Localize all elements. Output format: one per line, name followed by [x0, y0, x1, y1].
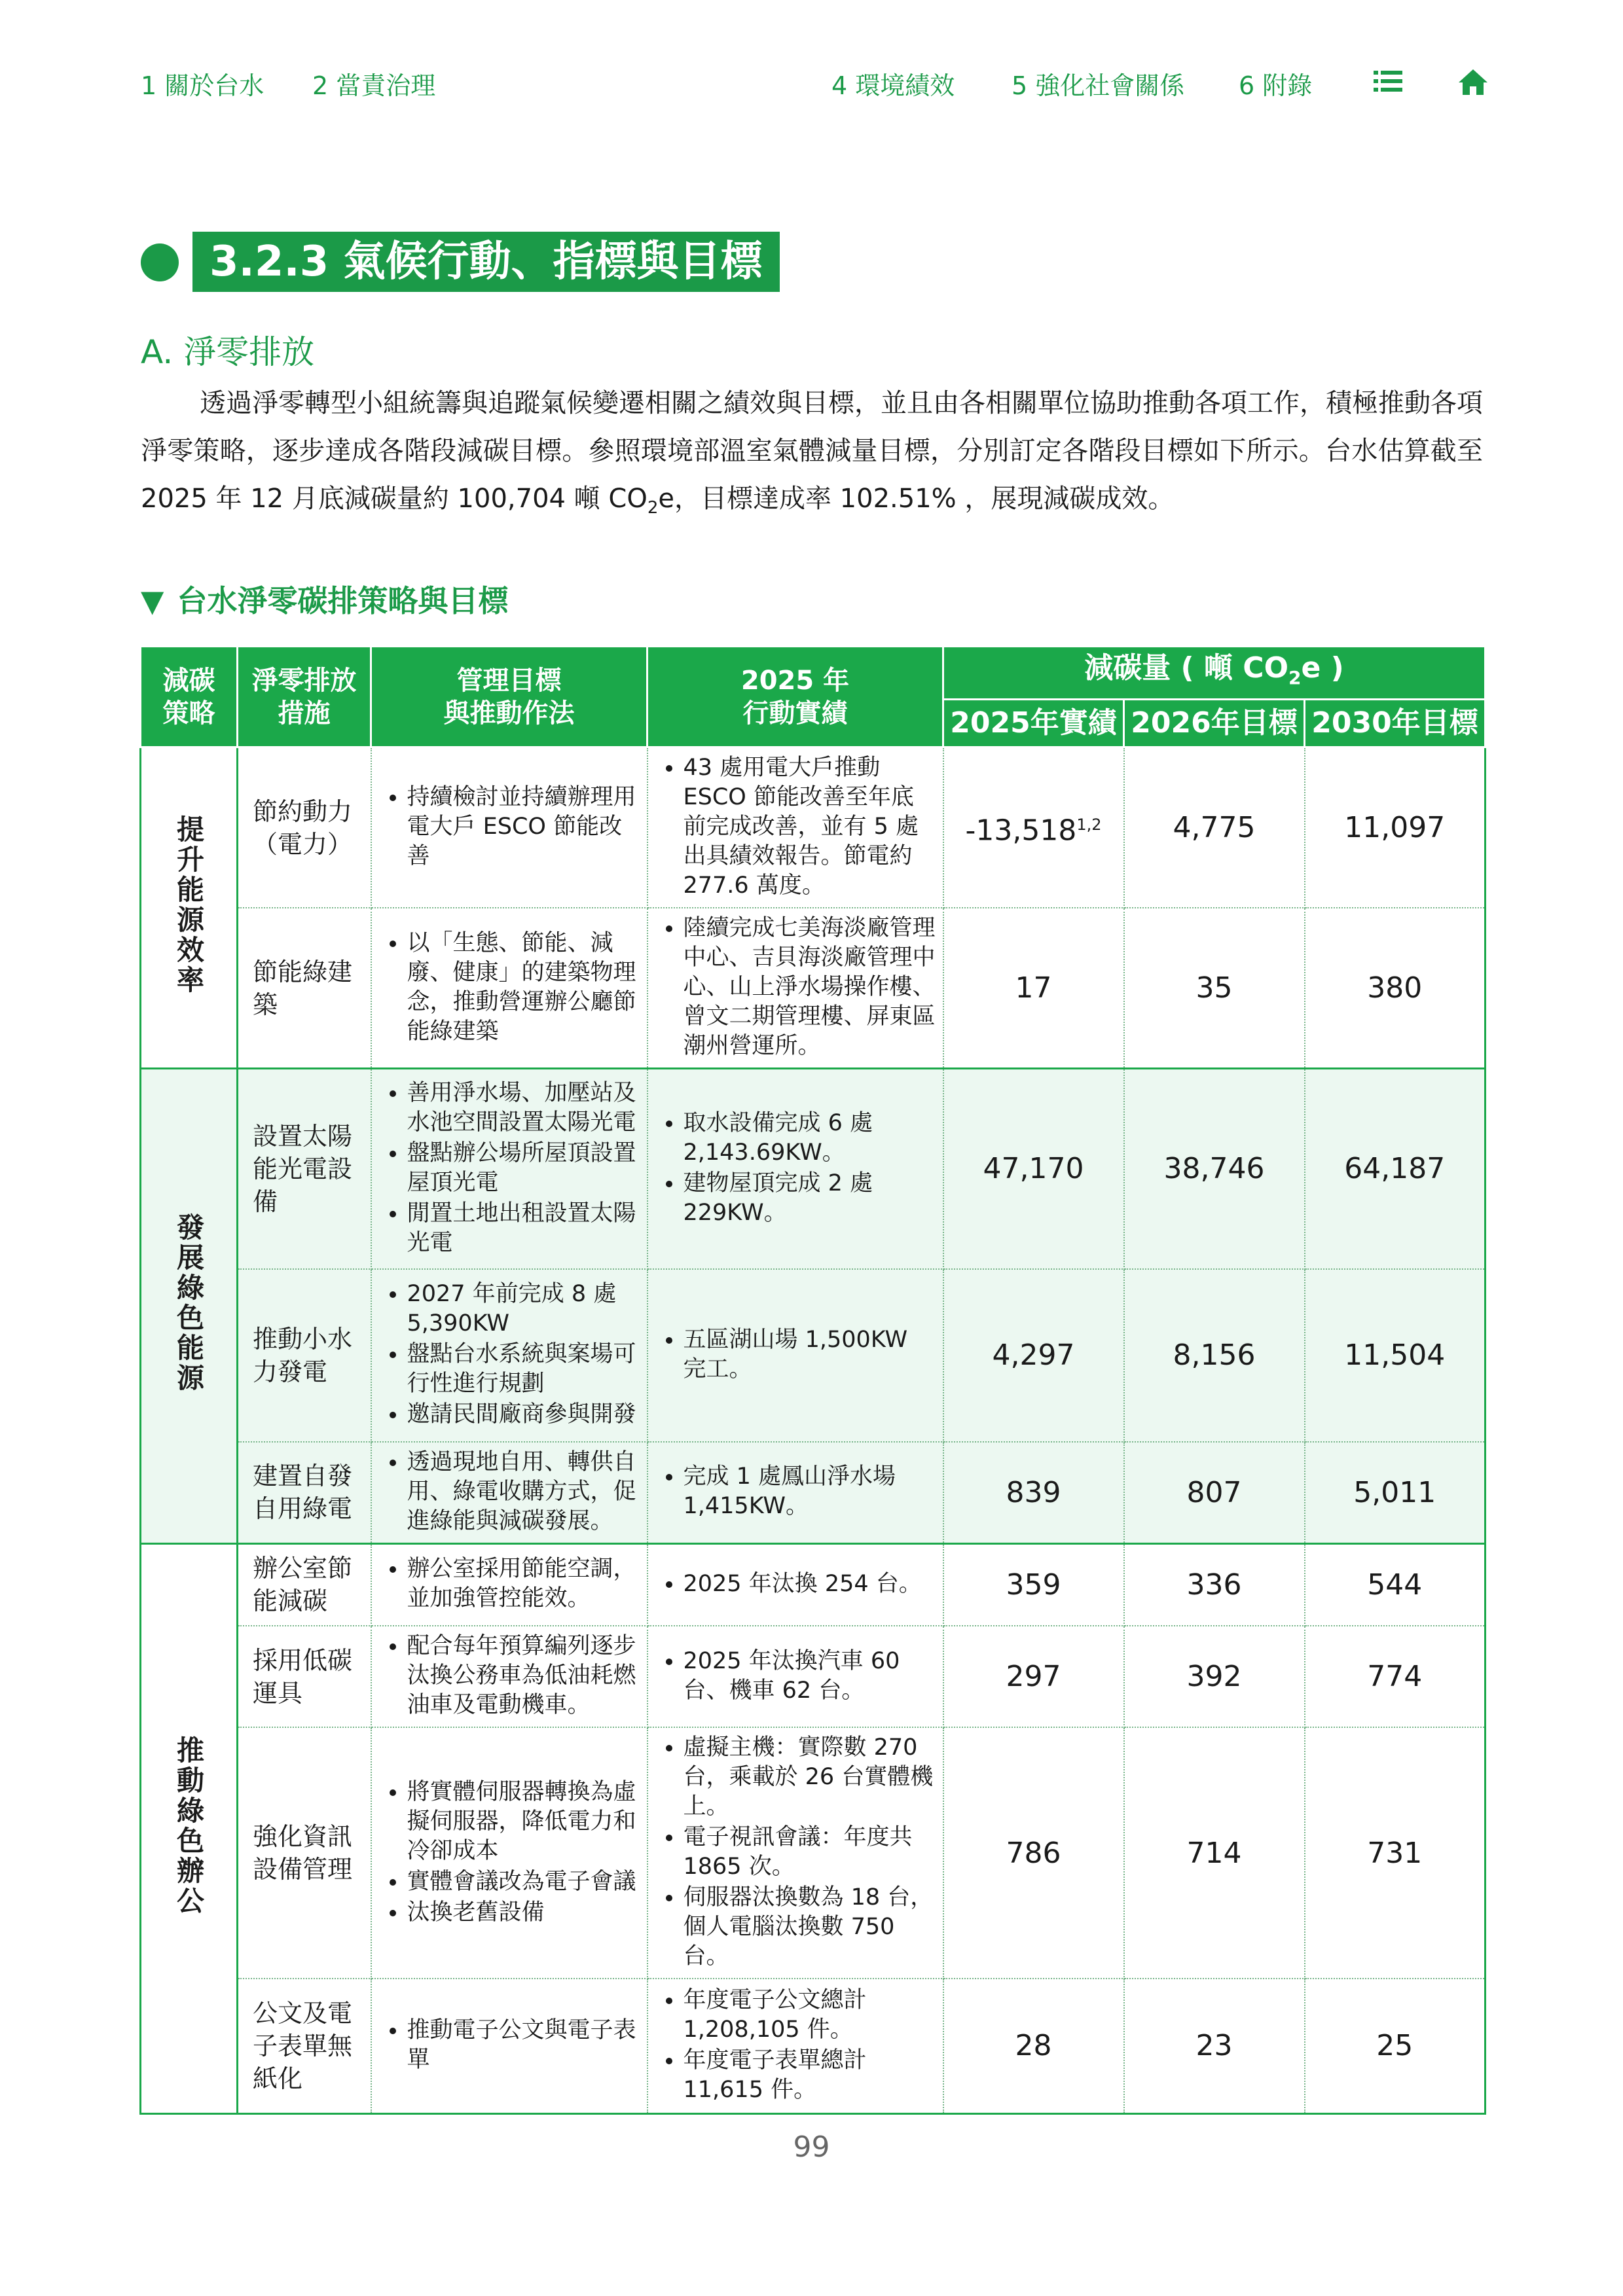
management-item: • 2027 年前完成 8 處 5,390KW — [407, 1280, 640, 1338]
list-icon[interactable] — [1374, 68, 1402, 97]
value-2025: 47,170 — [983, 1152, 1084, 1186]
value-2030: 380 — [1367, 971, 1423, 1005]
value-2030-cell — [1305, 1626, 1486, 1727]
table-row — [141, 1442, 1486, 1544]
value-2025: -13,518 — [965, 814, 1077, 848]
value-2030-cell — [1305, 1269, 1486, 1442]
value-2026: 38,746 — [1163, 1152, 1265, 1186]
table-row — [141, 1543, 1486, 1626]
value-2026-cell — [1124, 908, 1305, 1069]
performance-item: • 虛擬主機：實際數 270 台，乘載於 26 台實體機上。 — [684, 1733, 936, 1821]
value-2030: 25 — [1376, 2029, 1413, 2063]
value-2030-cell — [1305, 908, 1486, 1069]
strategy-cell — [141, 1543, 238, 2113]
measure-cell: 推動小水力發電 — [238, 1269, 371, 1442]
home-icon[interactable] — [1458, 68, 1488, 98]
value-2026: 35 — [1195, 971, 1233, 1005]
performance-cell — [647, 1069, 943, 1269]
value-2025-cell — [943, 1979, 1124, 2113]
performance-cell — [647, 1727, 943, 1979]
strategy-label: 發展綠色能源 — [173, 1213, 205, 1394]
paragraph-text: 透過淨零轉型小組統籌與追蹤氣候變遷相關之績效與目標，並且由各相關單位協助推動各項工作，積極推動各項淨零策略，逐步達成各階段減碳目標。參照環境部溫室氣體減量目標，分別訂定各階段目標如下所示。台水估算截至 2025 年 12 月底減碳量約 100,704 噸 CO — [141, 388, 1483, 514]
header-reduction: 減碳量 ( 噸 $CO_2e$ ) — [943, 647, 1486, 700]
value-2030-cell — [1305, 1442, 1486, 1544]
header-management: 管理目標 與推動作法 — [371, 647, 647, 747]
performance-item: • 電子視訊會議：年度共 1865 次。 — [684, 1823, 936, 1882]
value-2026: 714 — [1186, 1836, 1242, 1870]
value-2030-cell — [1305, 1727, 1486, 1979]
value-2026: 392 — [1186, 1660, 1242, 1693]
subsection-title: A. 淨零排放 — [141, 333, 315, 371]
table-row — [141, 1626, 1486, 1727]
table-row — [141, 908, 1486, 1069]
table-row — [141, 1979, 1486, 2113]
value-2025-cell — [943, 1442, 1124, 1544]
management-item: • 配合每年預算編列逐步汰換公務車為低油耗燃油車及電動機車。 — [407, 1632, 640, 1720]
strategy-label: 提升能源效率 — [173, 815, 205, 996]
management-cell — [371, 1442, 647, 1544]
header-2030-target: 2030年目標 — [1305, 700, 1486, 747]
table-title — [141, 577, 508, 620]
measure-cell: 節約動力（電力） — [238, 747, 371, 908]
nav-environment[interactable]: 4 環境績效 — [831, 71, 955, 100]
value-2025: 839 — [1006, 1475, 1061, 1509]
nav-governance[interactable]: 2 當責治理 — [312, 71, 436, 100]
value-2025-cell — [943, 1069, 1124, 1269]
nav-about[interactable]: 1 關於台水 — [141, 71, 264, 100]
measure-cell: 採用低碳運具 — [238, 1626, 371, 1727]
management-item: • 持續檢討並持續辦理用電大戶 ESCO 節能改善 — [407, 783, 640, 871]
table-row — [141, 747, 1486, 908]
management-cell — [371, 1543, 647, 1626]
performance-cell — [647, 747, 943, 908]
management-item: • 以「生態、節能、減廢、健康」的建築物理念，推動營運辦公廳節能綠建築 — [407, 929, 640, 1047]
value-2030: 774 — [1367, 1660, 1423, 1693]
performance-item: • 年度電子表單總計 11,615 件。 — [684, 2046, 936, 2105]
performance-item: • 伺服器汰換數為 18 台，個人電腦汰換數 750 台。 — [684, 1883, 936, 1971]
section-bullet — [141, 243, 179, 281]
value-2030: 11,097 — [1344, 811, 1446, 844]
value-2030: 11,504 — [1344, 1338, 1446, 1372]
performance-item: • 取水設備完成 6 處 2,143.69KW。 — [684, 1109, 936, 1168]
value-2026: 23 — [1195, 2029, 1233, 2063]
value-2025-cell — [943, 908, 1124, 1069]
table-row — [141, 1727, 1486, 1979]
paragraph-text-end: e，目標達成率 102.51% ，展現減碳成效。 — [658, 484, 1175, 514]
value-2026-cell — [1124, 1979, 1305, 2113]
value-2026-cell — [1124, 1727, 1305, 1979]
measure-cell: 設置太陽能光電設備 — [238, 1069, 371, 1269]
header-measure: 淨零排放 措施 — [238, 647, 371, 747]
value-2030-cell — [1305, 1979, 1486, 2113]
value-2026-cell — [1124, 1269, 1305, 1442]
value-2025-cell — [943, 1543, 1124, 1626]
value-2025-cell — [943, 1727, 1124, 1979]
value-2026-cell — [1124, 1442, 1305, 1544]
management-item: • 透過現地自用、轉供自用、綠電收購方式，促進綠能與減碳發展。 — [407, 1448, 640, 1536]
value-2025: 297 — [1006, 1660, 1061, 1693]
management-item: • 盤點辦公場所屋頂設置屋頂光電 — [407, 1139, 640, 1198]
value-2026-cell — [1124, 1543, 1305, 1626]
performance-item: • 43 處用電大戶推動 ESCO 節能改善至年底前完成改善，並有 5 處出具績效報告。節電約 277.6 萬度。 — [684, 753, 936, 901]
value-2026: 8,156 — [1173, 1338, 1256, 1372]
strategy-label: 推動綠色辦公 — [173, 1735, 205, 1916]
performance-cell — [647, 908, 943, 1069]
management-cell — [371, 1069, 647, 1269]
value-2026-cell — [1124, 1069, 1305, 1269]
value-2026-cell — [1124, 1626, 1305, 1727]
value-2025-cell — [943, 1269, 1124, 1442]
measure-cell: 辦公室節能減碳 — [238, 1543, 371, 1626]
performance-item: • 年度電子公文總計 1,208,105 件。 — [684, 1986, 936, 2045]
value-2025-cell — [943, 747, 1124, 908]
performance-cell — [647, 1442, 943, 1544]
performance-item: • 2025 年汰換 254 台。 — [684, 1570, 936, 1599]
value-2030-cell — [1305, 1069, 1486, 1269]
value-2026: 4,775 — [1173, 811, 1256, 844]
performance-cell — [647, 1626, 943, 1727]
measure-cell: 強化資訊設備管理 — [238, 1727, 371, 1979]
performance-cell — [647, 1979, 943, 2113]
footnote-marker: 1,2 — [1076, 815, 1102, 834]
value-2025: 786 — [1006, 1836, 1061, 1870]
strategy-cell — [141, 747, 238, 1069]
value-2025: 28 — [1015, 2029, 1052, 2063]
header-strategy: 減碳 策略 — [141, 647, 238, 747]
top-navigation — [141, 65, 1483, 105]
measure-cell: 公文及電子表單無紙化 — [238, 1979, 371, 2113]
value-2030-cell — [1305, 1543, 1486, 1626]
performance-item: • 陸續完成七美海淡廠管理中心、吉貝海淡廠管理中心、山上淨水場操作樓、曾文二期管理樓、屏東區潮州營運所。 — [684, 914, 936, 1061]
value-2030-cell — [1305, 747, 1486, 908]
management-cell — [371, 1979, 647, 2113]
management-item: • 推動電子公文與電子表單 — [407, 2016, 640, 2075]
value-2026: 336 — [1186, 1568, 1242, 1602]
value-2026-cell — [1124, 747, 1305, 908]
value-2030: 544 — [1367, 1568, 1423, 1602]
performance-cell — [647, 1269, 943, 1442]
management-item: • 善用淨水場、加壓站及水池空間設置太陽光電 — [407, 1079, 640, 1138]
management-item: • 閒置土地出租設置太陽光電 — [407, 1199, 640, 1258]
value-2030: 5,011 — [1353, 1475, 1436, 1509]
table-title-text: 台水淨零碳排策略與目標 — [177, 583, 509, 619]
value-2030: 731 — [1367, 1836, 1423, 1870]
nav-social[interactable]: 5 強化社會關係 — [1012, 71, 1185, 100]
header-2025-actual: 2025年實績 — [943, 700, 1124, 747]
page-number: 99 — [793, 2130, 830, 2164]
header-2026-target: 2026年目標 — [1124, 700, 1305, 747]
management-cell — [371, 1269, 647, 1442]
value-2030: 64,187 — [1344, 1152, 1446, 1186]
management-cell — [371, 908, 647, 1069]
performance-cell — [647, 1543, 943, 1626]
value-2026: 807 — [1186, 1475, 1242, 1509]
management-item: • 邀請民間廠商參與開發 — [407, 1400, 640, 1429]
management-item: • 盤點台水系統與案場可行性進行規劃 — [407, 1340, 640, 1399]
table-row — [141, 1269, 1486, 1442]
management-cell — [371, 1626, 647, 1727]
header-performance: 2025 年 行動實績 — [647, 647, 943, 747]
table-row — [141, 1069, 1486, 1269]
measure-cell: 節能綠建築 — [238, 908, 371, 1069]
triangle-icon: ▼ — [141, 583, 164, 619]
performance-item: • 2025 年汰換汽車 60 台、機車 62 台。 — [684, 1647, 936, 1706]
performance-item: • 五區湖山場 1,500KW 完工。 — [684, 1325, 936, 1384]
value-2025: 17 — [1015, 971, 1052, 1005]
measure-cell: 建置自發自用綠電 — [238, 1442, 371, 1544]
intro-paragraph — [141, 380, 1483, 532]
management-item: • 辦公室採用節能空調，並加強管控能效。 — [407, 1554, 640, 1613]
section-title: 3.2.3 氣候行動、指標與目標 — [192, 232, 780, 292]
management-item: • 將實體伺服器轉換為虛擬伺服器，降低電力和冷卻成本 — [407, 1778, 640, 1866]
strategy-table — [139, 645, 1484, 2115]
management-cell — [371, 747, 647, 908]
management-item: • 實體會議改為電子會議 — [407, 1867, 640, 1897]
strategy-cell — [141, 1069, 238, 1544]
value-2025: 359 — [1006, 1568, 1061, 1602]
value-2025-cell — [943, 1626, 1124, 1727]
management-item: • 汰換老舊設備 — [407, 1898, 640, 1928]
nav-appendix[interactable]: 6 附錄 — [1239, 71, 1313, 100]
performance-item: • 建物屋頂完成 2 處 229KW。 — [684, 1169, 936, 1228]
value-2025: 4,297 — [992, 1338, 1075, 1372]
performance-item: • 完成 1 處鳳山淨水場 1,415KW。 — [684, 1462, 936, 1521]
subscript: 2 — [647, 498, 659, 518]
management-cell — [371, 1727, 647, 1979]
